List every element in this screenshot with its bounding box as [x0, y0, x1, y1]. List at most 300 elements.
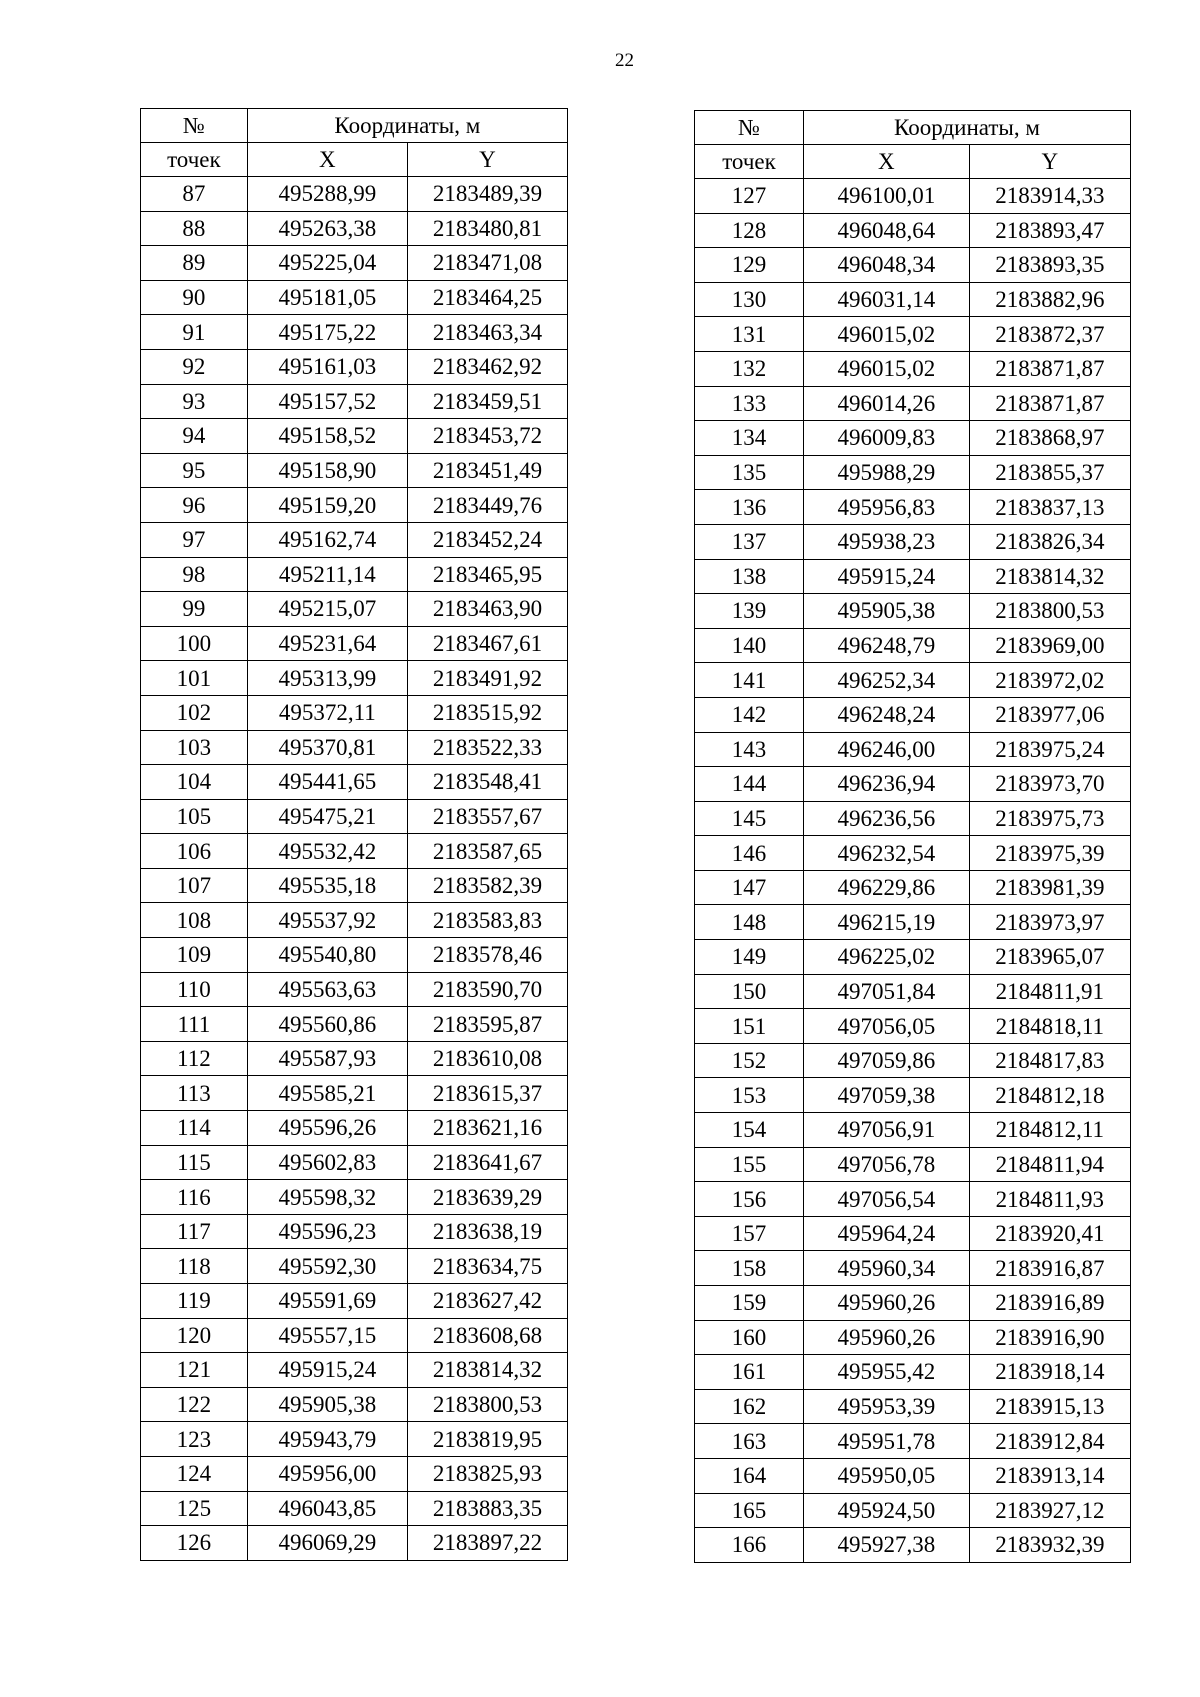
table-row — [141, 1318, 568, 1353]
y-coordinate-cell: 2183463,34 — [407, 315, 567, 350]
y-coordinate-cell: 2183916,89 — [969, 1286, 1130, 1321]
y-coordinate-cell: 2183814,32 — [407, 1353, 567, 1388]
y-coordinate-cell: 2183583,83 — [407, 903, 567, 938]
x-coordinate-cell: 497056,05 — [804, 1009, 970, 1044]
point-number-cell: 152 — [695, 1043, 804, 1078]
x-coordinate-cell: 497056,78 — [804, 1147, 970, 1182]
x-coordinate-cell: 495596,23 — [247, 1214, 407, 1249]
x-coordinate-cell: 495960,26 — [804, 1286, 970, 1321]
x-coordinate-cell: 495924,50 — [804, 1493, 970, 1528]
point-number-cell: 120 — [141, 1318, 248, 1353]
y-coordinate-cell: 2183465,95 — [407, 557, 567, 592]
table-row — [695, 1182, 1131, 1217]
point-number-cell: 150 — [695, 974, 804, 1009]
point-number-cell: 132 — [695, 351, 804, 386]
y-coordinate-cell: 2183522,33 — [407, 730, 567, 765]
table-row — [141, 799, 568, 834]
point-number-cell: 161 — [695, 1355, 804, 1390]
table-row — [695, 455, 1131, 490]
y-coordinate-cell: 2183463,90 — [407, 592, 567, 627]
table-row — [141, 522, 568, 557]
table-row — [695, 282, 1131, 317]
table-row — [695, 697, 1131, 732]
table-row — [141, 1041, 568, 1076]
x-coordinate-cell: 495956,00 — [247, 1456, 407, 1491]
y-coordinate-cell: 2183893,35 — [969, 248, 1130, 283]
y-coordinate-cell: 2183915,13 — [969, 1389, 1130, 1424]
point-number-cell: 88 — [141, 211, 248, 246]
point-number-cell: 111 — [141, 1007, 248, 1042]
table-row — [141, 938, 568, 973]
point-number-cell: 160 — [695, 1320, 804, 1355]
y-coordinate-cell: 2183578,46 — [407, 938, 567, 973]
x-coordinate-cell: 495956,83 — [804, 490, 970, 525]
point-number-cell: 147 — [695, 870, 804, 905]
point-number-cell: 156 — [695, 1182, 804, 1217]
point-number-cell: 163 — [695, 1424, 804, 1459]
point-number-cell: 119 — [141, 1284, 248, 1319]
point-number-cell: 122 — [141, 1387, 248, 1422]
header-y: Y — [407, 143, 567, 177]
point-number-cell: 135 — [695, 455, 804, 490]
point-number-cell: 162 — [695, 1389, 804, 1424]
x-coordinate-cell: 495370,81 — [247, 730, 407, 765]
table-body — [141, 177, 568, 1561]
point-number-cell: 144 — [695, 767, 804, 802]
point-number-cell: 100 — [141, 626, 248, 661]
table-row — [695, 1286, 1131, 1321]
table-row — [695, 386, 1131, 421]
y-coordinate-cell: 2184812,11 — [969, 1113, 1130, 1148]
x-coordinate-cell: 495938,23 — [804, 524, 970, 559]
table-row — [695, 1251, 1131, 1286]
y-coordinate-cell: 2183975,39 — [969, 836, 1130, 871]
y-coordinate-cell: 2183973,97 — [969, 905, 1130, 940]
x-coordinate-cell: 497056,54 — [804, 1182, 970, 1217]
point-number-cell: 124 — [141, 1456, 248, 1491]
x-coordinate-cell: 495596,26 — [247, 1111, 407, 1146]
y-coordinate-cell: 2183452,24 — [407, 522, 567, 557]
x-coordinate-cell: 495905,38 — [247, 1387, 407, 1422]
y-coordinate-cell: 2184811,91 — [969, 974, 1130, 1009]
y-coordinate-cell: 2183557,67 — [407, 799, 567, 834]
point-number-cell: 123 — [141, 1422, 248, 1457]
y-coordinate-cell: 2184818,11 — [969, 1009, 1130, 1044]
x-coordinate-cell: 495263,38 — [247, 211, 407, 246]
table-row — [141, 419, 568, 454]
table-row — [141, 868, 568, 903]
x-coordinate-cell: 496015,02 — [804, 351, 970, 386]
table-row — [695, 594, 1131, 629]
table-row — [141, 349, 568, 384]
y-coordinate-cell: 2183491,92 — [407, 661, 567, 696]
x-coordinate-cell: 497051,84 — [804, 974, 970, 1009]
x-coordinate-cell: 495475,21 — [247, 799, 407, 834]
x-coordinate-cell: 495157,52 — [247, 384, 407, 419]
table-row — [695, 1389, 1131, 1424]
point-number-cell: 112 — [141, 1041, 248, 1076]
x-coordinate-cell: 496229,86 — [804, 870, 970, 905]
point-number-cell: 164 — [695, 1458, 804, 1493]
y-coordinate-cell: 2183871,87 — [969, 351, 1130, 386]
table-header — [695, 111, 1131, 179]
header-point-number-line2: точек — [695, 145, 804, 179]
point-number-cell: 128 — [695, 213, 804, 248]
x-coordinate-cell: 496031,14 — [804, 282, 970, 317]
point-number-cell: 103 — [141, 730, 248, 765]
point-number-cell: 108 — [141, 903, 248, 938]
point-number-cell: 110 — [141, 972, 248, 1007]
point-number-cell: 109 — [141, 938, 248, 973]
x-coordinate-cell: 496248,79 — [804, 628, 970, 663]
point-number-cell: 165 — [695, 1493, 804, 1528]
point-number-cell: 92 — [141, 349, 248, 384]
y-coordinate-cell: 2183882,96 — [969, 282, 1130, 317]
table-row — [141, 972, 568, 1007]
x-coordinate-cell: 495532,42 — [247, 834, 407, 869]
x-coordinate-cell: 495905,38 — [804, 594, 970, 629]
x-coordinate-cell: 496236,94 — [804, 767, 970, 802]
point-number-cell: 102 — [141, 695, 248, 730]
x-coordinate-cell: 495592,30 — [247, 1249, 407, 1284]
table-row — [141, 592, 568, 627]
table-row — [141, 280, 568, 315]
table-row — [141, 661, 568, 696]
x-coordinate-cell: 495585,21 — [247, 1076, 407, 1111]
y-coordinate-cell: 2183464,25 — [407, 280, 567, 315]
x-coordinate-cell: 495598,32 — [247, 1180, 407, 1215]
point-number-cell: 149 — [695, 940, 804, 975]
point-number-cell: 133 — [695, 386, 804, 421]
point-number-cell: 142 — [695, 697, 804, 732]
x-coordinate-cell: 495158,52 — [247, 419, 407, 454]
point-number-cell: 146 — [695, 836, 804, 871]
y-coordinate-cell: 2183638,19 — [407, 1214, 567, 1249]
y-coordinate-cell: 2183587,65 — [407, 834, 567, 869]
x-coordinate-cell: 495162,74 — [247, 522, 407, 557]
x-coordinate-cell: 495159,20 — [247, 488, 407, 523]
point-number-cell: 125 — [141, 1491, 248, 1526]
y-coordinate-cell: 2183641,67 — [407, 1145, 567, 1180]
y-coordinate-cell: 2183595,87 — [407, 1007, 567, 1042]
y-coordinate-cell: 2183973,70 — [969, 767, 1130, 802]
point-number-cell: 121 — [141, 1353, 248, 1388]
point-number-cell: 117 — [141, 1214, 248, 1249]
point-number-cell: 148 — [695, 905, 804, 940]
page-number: 22 — [615, 50, 634, 71]
y-coordinate-cell: 2183627,42 — [407, 1284, 567, 1319]
header-coordinates: Координаты, м — [247, 109, 567, 143]
x-coordinate-cell: 496248,24 — [804, 697, 970, 732]
y-coordinate-cell: 2183608,68 — [407, 1318, 567, 1353]
header-y: Y — [969, 145, 1130, 179]
y-coordinate-cell: 2183449,76 — [407, 488, 567, 523]
x-coordinate-cell: 496100,01 — [804, 179, 970, 214]
point-number-cell: 145 — [695, 801, 804, 836]
header-x: X — [247, 143, 407, 177]
table-row — [141, 695, 568, 730]
y-coordinate-cell: 2183515,92 — [407, 695, 567, 730]
x-coordinate-cell: 495540,80 — [247, 938, 407, 973]
point-number-cell: 106 — [141, 834, 248, 869]
y-coordinate-cell: 2183467,61 — [407, 626, 567, 661]
table-row — [141, 211, 568, 246]
table-header — [141, 109, 568, 177]
table-row — [695, 628, 1131, 663]
x-coordinate-cell: 496069,29 — [247, 1526, 407, 1561]
table-row — [141, 1214, 568, 1249]
table-row — [695, 1113, 1131, 1148]
table-row — [141, 557, 568, 592]
point-number-cell: 105 — [141, 799, 248, 834]
table-row — [141, 1284, 568, 1319]
point-number-cell: 107 — [141, 868, 248, 903]
x-coordinate-cell: 497059,86 — [804, 1043, 970, 1078]
point-number-cell: 166 — [695, 1528, 804, 1563]
point-number-cell: 94 — [141, 419, 248, 454]
point-number-cell: 130 — [695, 282, 804, 317]
point-number-cell: 153 — [695, 1078, 804, 1113]
y-coordinate-cell: 2184812,18 — [969, 1078, 1130, 1113]
point-number-cell: 113 — [141, 1076, 248, 1111]
y-coordinate-cell: 2183916,90 — [969, 1320, 1130, 1355]
y-coordinate-cell: 2183914,33 — [969, 179, 1130, 214]
x-coordinate-cell: 495560,86 — [247, 1007, 407, 1042]
table-row — [141, 1076, 568, 1111]
x-coordinate-cell: 496246,00 — [804, 732, 970, 767]
point-number-cell: 91 — [141, 315, 248, 350]
point-number-cell: 137 — [695, 524, 804, 559]
x-coordinate-cell: 497056,91 — [804, 1113, 970, 1148]
y-coordinate-cell: 2183868,97 — [969, 421, 1130, 456]
coordinates-table-right — [694, 110, 1131, 1563]
y-coordinate-cell: 2183800,53 — [969, 594, 1130, 629]
point-number-cell: 141 — [695, 663, 804, 698]
table-row — [141, 488, 568, 523]
y-coordinate-cell: 2183590,70 — [407, 972, 567, 1007]
x-coordinate-cell: 495288,99 — [247, 177, 407, 212]
x-coordinate-cell: 495955,42 — [804, 1355, 970, 1390]
point-number-cell: 155 — [695, 1147, 804, 1182]
x-coordinate-cell: 495591,69 — [247, 1284, 407, 1319]
point-number-cell: 136 — [695, 490, 804, 525]
x-coordinate-cell: 495988,29 — [804, 455, 970, 490]
table-row — [695, 1043, 1131, 1078]
x-coordinate-cell: 495950,05 — [804, 1458, 970, 1493]
table-row — [141, 177, 568, 212]
y-coordinate-cell: 2183621,16 — [407, 1111, 567, 1146]
table-row — [695, 317, 1131, 352]
table-row — [141, 1249, 568, 1284]
y-coordinate-cell: 2183489,39 — [407, 177, 567, 212]
x-coordinate-cell: 496014,26 — [804, 386, 970, 421]
y-coordinate-cell: 2183977,06 — [969, 697, 1130, 732]
table-row — [141, 1491, 568, 1526]
table-row — [141, 626, 568, 661]
x-coordinate-cell: 495943,79 — [247, 1422, 407, 1457]
y-coordinate-cell: 2183462,92 — [407, 349, 567, 384]
header-coordinates: Координаты, м — [804, 111, 1131, 145]
y-coordinate-cell: 2183913,14 — [969, 1458, 1130, 1493]
point-number-cell: 131 — [695, 317, 804, 352]
x-coordinate-cell: 496232,54 — [804, 836, 970, 871]
point-number-cell: 96 — [141, 488, 248, 523]
y-coordinate-cell: 2184811,93 — [969, 1182, 1130, 1217]
x-coordinate-cell: 495537,92 — [247, 903, 407, 938]
x-coordinate-cell: 495964,24 — [804, 1216, 970, 1251]
header-point-number-line1: № — [695, 111, 804, 145]
point-number-cell: 116 — [141, 1180, 248, 1215]
y-coordinate-cell: 2183610,08 — [407, 1041, 567, 1076]
point-number-cell: 87 — [141, 177, 248, 212]
y-coordinate-cell: 2184817,83 — [969, 1043, 1130, 1078]
point-number-cell: 158 — [695, 1251, 804, 1286]
y-coordinate-cell: 2183872,37 — [969, 317, 1130, 352]
point-number-cell: 93 — [141, 384, 248, 419]
y-coordinate-cell: 2183814,32 — [969, 559, 1130, 594]
y-coordinate-cell: 2183615,37 — [407, 1076, 567, 1111]
x-coordinate-cell: 495535,18 — [247, 868, 407, 903]
point-number-cell: 98 — [141, 557, 248, 592]
y-coordinate-cell: 2183975,24 — [969, 732, 1130, 767]
header-x: X — [804, 145, 970, 179]
table-row — [141, 765, 568, 800]
x-coordinate-cell: 495587,93 — [247, 1041, 407, 1076]
table-row — [141, 1007, 568, 1042]
point-number-cell: 90 — [141, 280, 248, 315]
table-row — [695, 1078, 1131, 1113]
point-number-cell: 114 — [141, 1111, 248, 1146]
x-coordinate-cell: 495313,99 — [247, 661, 407, 696]
x-coordinate-cell: 495158,90 — [247, 453, 407, 488]
table-row — [695, 1355, 1131, 1390]
x-coordinate-cell: 495181,05 — [247, 280, 407, 315]
y-coordinate-cell: 2183819,95 — [407, 1422, 567, 1457]
point-number-cell: 138 — [695, 559, 804, 594]
point-number-cell: 89 — [141, 246, 248, 281]
table-row — [141, 1387, 568, 1422]
x-coordinate-cell: 495211,14 — [247, 557, 407, 592]
table-row — [695, 559, 1131, 594]
y-coordinate-cell: 2183897,22 — [407, 1526, 567, 1561]
x-coordinate-cell: 495960,34 — [804, 1251, 970, 1286]
x-coordinate-cell: 495557,15 — [247, 1318, 407, 1353]
table-row — [695, 836, 1131, 871]
x-coordinate-cell: 495563,63 — [247, 972, 407, 1007]
table-row — [141, 246, 568, 281]
table-row — [695, 524, 1131, 559]
y-coordinate-cell: 2183826,34 — [969, 524, 1130, 559]
x-coordinate-cell: 496048,34 — [804, 248, 970, 283]
table-row — [695, 1320, 1131, 1355]
table-row — [695, 179, 1131, 214]
y-coordinate-cell: 2183918,14 — [969, 1355, 1130, 1390]
y-coordinate-cell: 2183932,39 — [969, 1528, 1130, 1563]
table-row — [695, 351, 1131, 386]
point-number-cell: 140 — [695, 628, 804, 663]
y-coordinate-cell: 2183459,51 — [407, 384, 567, 419]
table-row — [695, 1216, 1131, 1251]
x-coordinate-cell: 495960,26 — [804, 1320, 970, 1355]
table-row — [695, 974, 1131, 1009]
y-coordinate-cell: 2183855,37 — [969, 455, 1130, 490]
x-coordinate-cell: 495225,04 — [247, 246, 407, 281]
y-coordinate-cell: 2183800,53 — [407, 1387, 567, 1422]
point-number-cell: 95 — [141, 453, 248, 488]
x-coordinate-cell: 495953,39 — [804, 1389, 970, 1424]
table-row — [141, 453, 568, 488]
coordinates-table-left — [140, 108, 568, 1561]
table-row — [695, 767, 1131, 802]
table-row — [695, 1493, 1131, 1528]
x-coordinate-cell: 496015,02 — [804, 317, 970, 352]
x-coordinate-cell: 496009,83 — [804, 421, 970, 456]
x-coordinate-cell: 495441,65 — [247, 765, 407, 800]
y-coordinate-cell: 2183965,07 — [969, 940, 1130, 975]
x-coordinate-cell: 495951,78 — [804, 1424, 970, 1459]
point-number-cell: 143 — [695, 732, 804, 767]
point-number-cell: 104 — [141, 765, 248, 800]
y-coordinate-cell: 2183582,39 — [407, 868, 567, 903]
table-row — [141, 1353, 568, 1388]
x-coordinate-cell: 495602,83 — [247, 1145, 407, 1180]
table-row — [141, 1422, 568, 1457]
point-number-cell: 154 — [695, 1113, 804, 1148]
x-coordinate-cell: 495215,07 — [247, 592, 407, 627]
table-row — [141, 903, 568, 938]
point-number-cell: 97 — [141, 522, 248, 557]
x-coordinate-cell: 495175,22 — [247, 315, 407, 350]
x-coordinate-cell: 496236,56 — [804, 801, 970, 836]
x-coordinate-cell: 496252,34 — [804, 663, 970, 698]
point-number-cell: 157 — [695, 1216, 804, 1251]
header-point-number-line2: точек — [141, 143, 248, 177]
y-coordinate-cell: 2183916,87 — [969, 1251, 1130, 1286]
table-row — [695, 213, 1131, 248]
point-number-cell: 126 — [141, 1526, 248, 1561]
y-coordinate-cell: 2183639,29 — [407, 1180, 567, 1215]
y-coordinate-cell: 2183871,87 — [969, 386, 1130, 421]
table-row — [695, 801, 1131, 836]
table-row — [141, 730, 568, 765]
point-number-cell: 129 — [695, 248, 804, 283]
x-coordinate-cell: 495927,38 — [804, 1528, 970, 1563]
table-row — [695, 421, 1131, 456]
x-coordinate-cell: 495915,24 — [804, 559, 970, 594]
y-coordinate-cell: 2183453,72 — [407, 419, 567, 454]
table-row — [141, 1145, 568, 1180]
y-coordinate-cell: 2183969,00 — [969, 628, 1130, 663]
point-number-cell: 115 — [141, 1145, 248, 1180]
x-coordinate-cell: 496225,02 — [804, 940, 970, 975]
y-coordinate-cell: 2183927,12 — [969, 1493, 1130, 1528]
point-number-cell: 134 — [695, 421, 804, 456]
x-coordinate-cell: 495372,11 — [247, 695, 407, 730]
table-row — [695, 1147, 1131, 1182]
table-row — [695, 732, 1131, 767]
table-row — [141, 384, 568, 419]
y-coordinate-cell: 2183837,13 — [969, 490, 1130, 525]
y-coordinate-cell: 2183972,02 — [969, 663, 1130, 698]
table-body — [695, 179, 1131, 1563]
x-coordinate-cell: 496215,19 — [804, 905, 970, 940]
table-row — [695, 1528, 1131, 1563]
y-coordinate-cell: 2183981,39 — [969, 870, 1130, 905]
y-coordinate-cell: 2183912,84 — [969, 1424, 1130, 1459]
y-coordinate-cell: 2183548,41 — [407, 765, 567, 800]
y-coordinate-cell: 2184811,94 — [969, 1147, 1130, 1182]
table-row — [695, 248, 1131, 283]
